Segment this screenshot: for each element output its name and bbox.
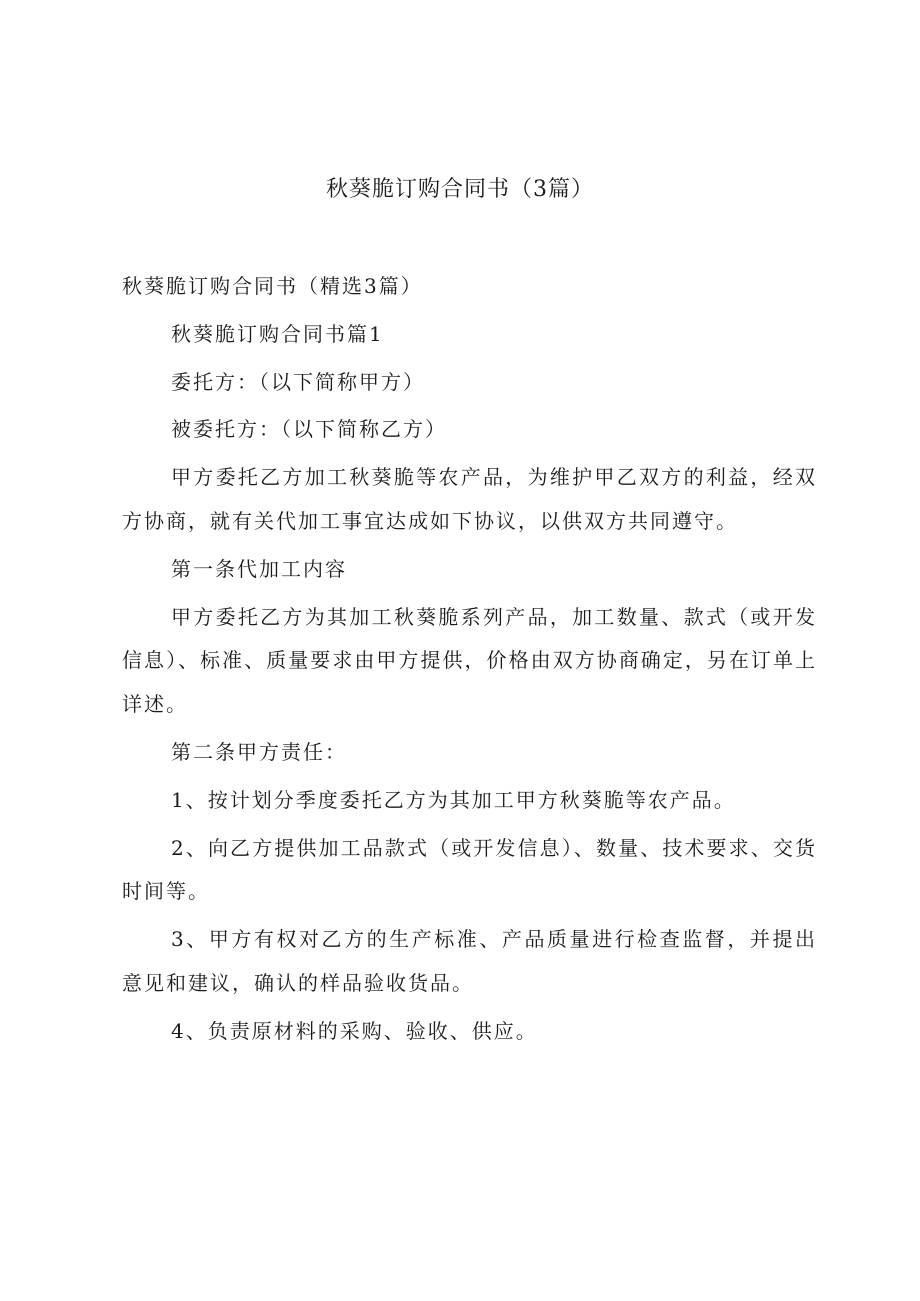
- paragraph: 第一条代加工内容: [171, 556, 347, 581]
- document-title: 秋葵脆订购合同书（3篇）: [326, 177, 594, 202]
- document-subtitle: 秋葵脆订购合同书（精选3篇）: [122, 274, 423, 298]
- paragraph: 甲方委托乙方加工秋葵脆等农产品，为维护甲乙双方的利益，经双方协商，就有关代加工事宜达成如下协议，以供双方共同遵守。: [122, 465, 817, 533]
- document-body: [122, 265, 817, 1058]
- paragraph: 4、负责原材料的采购、验收、供应。: [171, 1018, 538, 1043]
- paragraph: 被委托方：（以下简称乙方）: [171, 417, 447, 442]
- paragraph: 秋葵脆订购合同书篇1: [171, 321, 384, 346]
- paragraph: 2、向乙方提供加工品款式（或开发信息）、数量、技术要求、交货时间等。: [122, 835, 817, 904]
- paragraph: 3、甲方有权对乙方的生产标准、产品质量进行检查监督，并提出意见和建议，确认的样品验收货品。: [122, 927, 817, 995]
- paragraph: 第二条甲方责任：: [171, 739, 347, 764]
- paragraph: 1、按计划分季度委托乙方为其加工甲方秋葵脆等农产品。: [171, 787, 736, 812]
- paragraph: 委托方：（以下简称甲方）: [171, 369, 425, 394]
- paragraph: 甲方委托乙方为其加工秋葵脆系列产品，加工数量、款式（或开发信息）、标准、质量要求由甲方提供，价格由双方协商确定，另在订单上详述。: [122, 604, 817, 717]
